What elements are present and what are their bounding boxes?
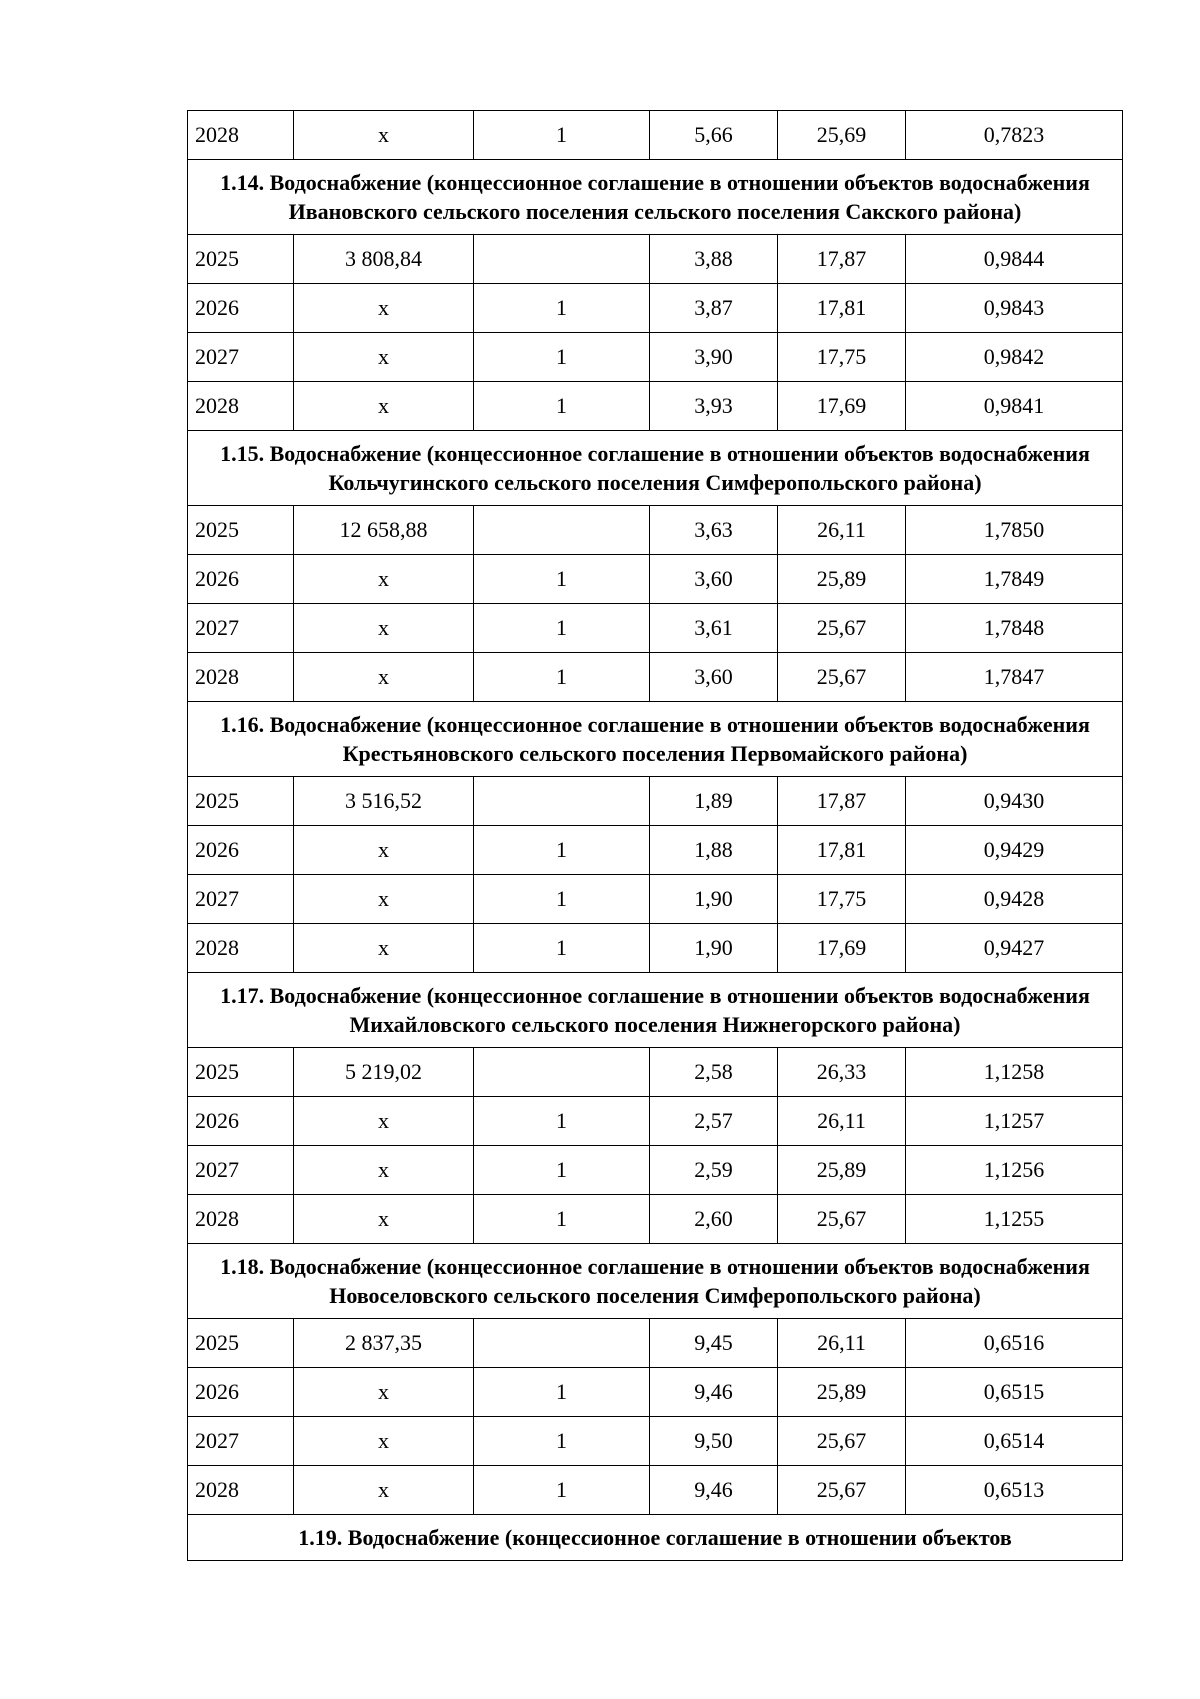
- table-row: [188, 1048, 1123, 1097]
- section-heading-row: [188, 160, 1123, 235]
- year-cell: 2025: [188, 777, 294, 826]
- index-cell: 1: [474, 555, 650, 604]
- percent-cell: 25,67: [778, 653, 906, 702]
- percent-cell: 26,11: [778, 1319, 906, 1368]
- table-row: [188, 333, 1123, 382]
- index-cell: 1: [474, 111, 650, 160]
- percent-cell: 25,67: [778, 604, 906, 653]
- year-cell: 2027: [188, 875, 294, 924]
- percent-cell: 26,33: [778, 1048, 906, 1097]
- rate-cell: 3,63: [650, 506, 778, 555]
- table-row: [188, 1097, 1123, 1146]
- rate-cell: 2,59: [650, 1146, 778, 1195]
- year-cell: 2026: [188, 284, 294, 333]
- section-heading-row: [188, 1244, 1123, 1319]
- year-cell: 2028: [188, 924, 294, 973]
- year-cell: 2026: [188, 555, 294, 604]
- percent-cell: 26,11: [778, 1097, 906, 1146]
- coefficient-cell: 0,6515: [906, 1368, 1123, 1417]
- rate-cell: 1,90: [650, 924, 778, 973]
- percent-cell: 17,87: [778, 777, 906, 826]
- index-cell: [474, 1048, 650, 1097]
- index-cell: 1: [474, 1368, 650, 1417]
- year-cell: 2027: [188, 1146, 294, 1195]
- index-cell: 1: [474, 1466, 650, 1515]
- index-cell: 1: [474, 875, 650, 924]
- value-cell: х: [294, 653, 474, 702]
- rate-cell: 3,61: [650, 604, 778, 653]
- percent-cell: 25,89: [778, 1368, 906, 1417]
- coefficient-cell: 0,9429: [906, 826, 1123, 875]
- section-heading-row: [188, 702, 1123, 777]
- value-cell: 5 219,02: [294, 1048, 474, 1097]
- rate-cell: 9,46: [650, 1368, 778, 1417]
- coefficient-cell: 0,9430: [906, 777, 1123, 826]
- coefficient-cell: 0,9428: [906, 875, 1123, 924]
- year-cell: 2026: [188, 1097, 294, 1146]
- year-cell: 2028: [188, 1195, 294, 1244]
- index-cell: 1: [474, 1195, 650, 1244]
- coefficient-cell: 0,9843: [906, 284, 1123, 333]
- percent-cell: 25,69: [778, 111, 906, 160]
- rate-cell: 3,88: [650, 235, 778, 284]
- index-cell: [474, 506, 650, 555]
- rate-cell: 9,50: [650, 1417, 778, 1466]
- section-heading: 1.18. Водоснабжение (концессионное соглашение в отношении объектов водоснабжения Новоселовского сельского поселения Симферопольского района): [188, 1244, 1123, 1319]
- coefficient-cell: 0,7823: [906, 111, 1123, 160]
- year-cell: 2027: [188, 604, 294, 653]
- value-cell: х: [294, 1417, 474, 1466]
- index-cell: [474, 777, 650, 826]
- coefficient-cell: 1,7848: [906, 604, 1123, 653]
- rate-cell: 1,88: [650, 826, 778, 875]
- value-cell: х: [294, 826, 474, 875]
- index-cell: 1: [474, 284, 650, 333]
- coefficient-cell: 1,1257: [906, 1097, 1123, 1146]
- tariff-table-body: [188, 111, 1123, 1561]
- percent-cell: 17,87: [778, 235, 906, 284]
- index-cell: 1: [474, 1097, 650, 1146]
- value-cell: х: [294, 1368, 474, 1417]
- coefficient-cell: 1,1258: [906, 1048, 1123, 1097]
- coefficient-cell: 0,9841: [906, 382, 1123, 431]
- value-cell: х: [294, 1466, 474, 1515]
- table-row: [188, 506, 1123, 555]
- percent-cell: 25,67: [778, 1195, 906, 1244]
- section-heading: 1.17. Водоснабжение (концессионное соглашение в отношении объектов водоснабжения Михайловского сельского поселения Нижнегорского района): [188, 973, 1123, 1048]
- table-row: [188, 777, 1123, 826]
- table-row: [188, 1466, 1123, 1515]
- coefficient-cell: 1,1255: [906, 1195, 1123, 1244]
- index-cell: 1: [474, 653, 650, 702]
- rate-cell: 5,66: [650, 111, 778, 160]
- table-row: [188, 924, 1123, 973]
- value-cell: х: [294, 1097, 474, 1146]
- table-row: [188, 555, 1123, 604]
- coefficient-cell: 0,9844: [906, 235, 1123, 284]
- year-cell: 2025: [188, 235, 294, 284]
- year-cell: 2028: [188, 382, 294, 431]
- index-cell: 1: [474, 604, 650, 653]
- year-cell: 2026: [188, 826, 294, 875]
- tariff-table: [187, 110, 1123, 1561]
- table-row: [188, 1319, 1123, 1368]
- value-cell: х: [294, 924, 474, 973]
- year-cell: 2027: [188, 1417, 294, 1466]
- section-heading: 1.14. Водоснабжение (концессионное соглашение в отношении объектов водоснабжения Ивановского сельского поселения сельского поселения Сакского района): [188, 160, 1123, 235]
- percent-cell: 17,81: [778, 826, 906, 875]
- percent-cell: 25,89: [778, 1146, 906, 1195]
- index-cell: 1: [474, 826, 650, 875]
- value-cell: х: [294, 875, 474, 924]
- rate-cell: 9,45: [650, 1319, 778, 1368]
- table-row: [188, 1417, 1123, 1466]
- year-cell: 2028: [188, 653, 294, 702]
- table-row: [188, 1368, 1123, 1417]
- table-row: [188, 284, 1123, 333]
- year-cell: 2027: [188, 333, 294, 382]
- coefficient-cell: 0,9842: [906, 333, 1123, 382]
- table-row: [188, 1146, 1123, 1195]
- value-cell: х: [294, 111, 474, 160]
- coefficient-cell: 0,6513: [906, 1466, 1123, 1515]
- rate-cell: 2,58: [650, 1048, 778, 1097]
- rate-cell: 3,93: [650, 382, 778, 431]
- index-cell: [474, 1319, 650, 1368]
- value-cell: 2 837,35: [294, 1319, 474, 1368]
- index-cell: 1: [474, 333, 650, 382]
- percent-cell: 25,89: [778, 555, 906, 604]
- year-cell: 2026: [188, 1368, 294, 1417]
- percent-cell: 17,81: [778, 284, 906, 333]
- section-heading-row: [188, 973, 1123, 1048]
- value-cell: х: [294, 1146, 474, 1195]
- table-row: [188, 653, 1123, 702]
- table-row: [188, 1195, 1123, 1244]
- year-cell: 2025: [188, 1319, 294, 1368]
- rate-cell: 2,57: [650, 1097, 778, 1146]
- rate-cell: 2,60: [650, 1195, 778, 1244]
- table-row: [188, 604, 1123, 653]
- value-cell: х: [294, 284, 474, 333]
- coefficient-cell: 1,7847: [906, 653, 1123, 702]
- rate-cell: 3,60: [650, 555, 778, 604]
- table-row: [188, 382, 1123, 431]
- value-cell: х: [294, 1195, 474, 1244]
- percent-cell: 25,67: [778, 1417, 906, 1466]
- section-heading-row: [188, 431, 1123, 506]
- index-cell: 1: [474, 1417, 650, 1466]
- coefficient-cell: 1,7850: [906, 506, 1123, 555]
- rate-cell: 1,90: [650, 875, 778, 924]
- index-cell: 1: [474, 1146, 650, 1195]
- value-cell: х: [294, 333, 474, 382]
- index-cell: 1: [474, 382, 650, 431]
- year-cell: 2028: [188, 1466, 294, 1515]
- section-heading-row: [188, 1515, 1123, 1561]
- section-heading: 1.15. Водоснабжение (концессионное соглашение в отношении объектов водоснабжения Кольчугинского сельского поселения Симферопольского района): [188, 431, 1123, 506]
- coefficient-cell: 0,6516: [906, 1319, 1123, 1368]
- percent-cell: 17,69: [778, 382, 906, 431]
- year-cell: 2028: [188, 111, 294, 160]
- value-cell: 12 658,88: [294, 506, 474, 555]
- percent-cell: 26,11: [778, 506, 906, 555]
- section-heading: 1.19. Водоснабжение (концессионное соглашение в отношении объектов: [188, 1515, 1123, 1561]
- table-row: [188, 235, 1123, 284]
- coefficient-cell: 0,9427: [906, 924, 1123, 973]
- table-row: [188, 111, 1123, 160]
- value-cell: 3 516,52: [294, 777, 474, 826]
- table-row: [188, 826, 1123, 875]
- percent-cell: 25,67: [778, 1466, 906, 1515]
- rate-cell: 3,90: [650, 333, 778, 382]
- coefficient-cell: 0,6514: [906, 1417, 1123, 1466]
- value-cell: х: [294, 382, 474, 431]
- value-cell: 3 808,84: [294, 235, 474, 284]
- year-cell: 2025: [188, 1048, 294, 1097]
- year-cell: 2025: [188, 506, 294, 555]
- percent-cell: 17,69: [778, 924, 906, 973]
- coefficient-cell: 1,7849: [906, 555, 1123, 604]
- percent-cell: 17,75: [778, 875, 906, 924]
- coefficient-cell: 1,1256: [906, 1146, 1123, 1195]
- index-cell: [474, 235, 650, 284]
- rate-cell: 3,87: [650, 284, 778, 333]
- rate-cell: 1,89: [650, 777, 778, 826]
- index-cell: 1: [474, 924, 650, 973]
- percent-cell: 17,75: [778, 333, 906, 382]
- table-row: [188, 875, 1123, 924]
- rate-cell: 9,46: [650, 1466, 778, 1515]
- value-cell: х: [294, 555, 474, 604]
- section-heading: 1.16. Водоснабжение (концессионное соглашение в отношении объектов водоснабжения Крестьяновского сельского поселения Первомайского района): [188, 702, 1123, 777]
- rate-cell: 3,60: [650, 653, 778, 702]
- value-cell: х: [294, 604, 474, 653]
